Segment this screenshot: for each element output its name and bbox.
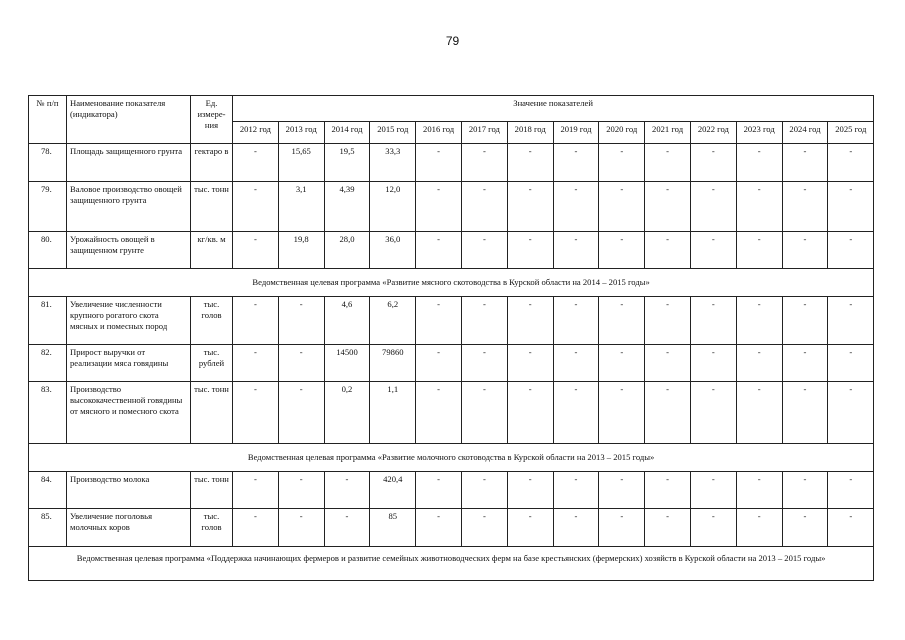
row-number: 85. [29,509,67,547]
table-row [29,232,874,269]
value-cell: - [782,232,828,269]
value-cell: - [233,382,279,444]
year-header: 2024 год [782,122,828,144]
value-cell: - [736,382,782,444]
unit-cell: тыс. тонн [191,182,233,232]
value-cell: - [461,509,507,547]
value-cell: - [461,382,507,444]
value-cell: - [736,297,782,345]
value-cell: - [690,182,736,232]
value-cell: - [416,345,462,382]
year-header: 2016 год [416,122,462,144]
value-cell: - [507,345,553,382]
row-number: 83. [29,382,67,444]
value-cell: - [278,472,324,509]
table-row [29,509,874,547]
unit-cell: тыс. тонн [191,472,233,509]
value-cell: - [278,509,324,547]
value-cell: - [278,382,324,444]
value-cell: - [690,509,736,547]
indicator-name: Валовое производство овощей защищенного грунта [67,182,191,232]
value-cell: 0,2 [324,382,370,444]
value-cell: - [507,182,553,232]
value-cell: 85 [370,509,416,547]
indicator-name: Площадь защищенного грунта [67,144,191,182]
value-cell: - [599,144,645,182]
value-cell: - [736,144,782,182]
value-cell: 4,39 [324,182,370,232]
year-header: 2017 год [461,122,507,144]
value-cell: - [645,345,691,382]
value-cell: - [828,345,874,382]
value-cell: - [645,232,691,269]
value-cell: - [233,297,279,345]
value-cell: 19,8 [278,232,324,269]
value-cell: - [828,382,874,444]
value-cell: 79860 [370,345,416,382]
value-cell: - [736,345,782,382]
value-cell: - [416,509,462,547]
unit-cell: тыс. голов [191,297,233,345]
value-cell: 19,5 [324,144,370,182]
table-row [29,382,874,444]
indicator-name: Урожайность овощей в защищенном грунте [67,232,191,269]
header-num: № п/п [29,96,67,144]
header-unit: Ед. измере-ния [191,96,233,144]
value-cell: - [553,472,599,509]
value-cell: - [782,345,828,382]
table-row [29,144,874,182]
value-cell: 14500 [324,345,370,382]
value-cell: - [828,509,874,547]
row-number: 80. [29,232,67,269]
table-row [29,472,874,509]
value-cell: - [416,232,462,269]
section-row [29,444,874,472]
value-cell: - [233,345,279,382]
value-cell: - [233,509,279,547]
value-cell: - [645,472,691,509]
unit-cell: тыс. тонн [191,382,233,444]
indicator-name: Производство высококачественной говядины от мясного и помесного скота [67,382,191,444]
value-cell: 15,65 [278,144,324,182]
table-body [29,144,874,581]
year-header: 2022 год [690,122,736,144]
value-cell: - [645,144,691,182]
value-cell: - [828,144,874,182]
value-cell: 12,0 [370,182,416,232]
value-cell: - [828,182,874,232]
value-cell: - [736,509,782,547]
value-cell: - [416,182,462,232]
value-cell: - [599,232,645,269]
value-cell: - [416,472,462,509]
value-cell: - [782,382,828,444]
year-header: 2018 год [507,122,553,144]
value-cell: - [507,382,553,444]
value-cell: 1,1 [370,382,416,444]
unit-cell: гектаро в [191,144,233,182]
year-header: 2020 год [599,122,645,144]
value-cell: - [553,297,599,345]
value-cell: - [690,345,736,382]
header-row [29,96,874,122]
value-cell: - [461,182,507,232]
value-cell: - [782,144,828,182]
value-cell: - [416,382,462,444]
value-cell: - [736,232,782,269]
indicator-name: Увеличение поголовья молочных коров [67,509,191,547]
year-header: 2015 год [370,122,416,144]
table-row [29,182,874,232]
value-cell: - [553,182,599,232]
value-cell: - [324,472,370,509]
value-cell: - [599,472,645,509]
value-cell: - [553,382,599,444]
value-cell: - [690,472,736,509]
value-cell: - [828,297,874,345]
header-values: Значение показателей [233,96,874,122]
value-cell: - [553,345,599,382]
value-cell: - [507,472,553,509]
value-cell: - [599,382,645,444]
value-cell: - [553,232,599,269]
row-number: 79. [29,182,67,232]
value-cell: - [736,472,782,509]
section-title: Ведомственная целевая программа «Поддержка начинающих фермеров и развитие семейных животноводческих ферм на базе крестьянских (фермерских) хозяйств в Курской области на 2013 – 2015 годы» [29,547,874,581]
value-cell: - [690,382,736,444]
value-cell: - [416,144,462,182]
year-header: 2025 год [828,122,874,144]
value-cell: - [461,297,507,345]
value-cell: - [690,297,736,345]
section-title: Ведомственная целевая программа «Развитие мясного скотоводства в Курской области на 2014 – 2015 годы» [29,269,874,297]
value-cell: - [782,472,828,509]
value-cell: - [278,345,324,382]
indicator-name: Увеличение численности крупного рогатого скота мясных и помесных пород [67,297,191,345]
value-cell: - [599,509,645,547]
value-cell: - [507,144,553,182]
value-cell: - [461,345,507,382]
value-cell: - [599,297,645,345]
unit-cell: кг/кв. м [191,232,233,269]
year-header: 2012 год [233,122,279,144]
year-header: 2023 год [736,122,782,144]
value-cell: 420,4 [370,472,416,509]
value-cell: - [233,182,279,232]
value-cell: - [233,472,279,509]
row-number: 84. [29,472,67,509]
value-cell: 4,6 [324,297,370,345]
value-cell: - [690,232,736,269]
value-cell: - [324,509,370,547]
indicators-table [28,95,874,581]
row-number: 78. [29,144,67,182]
year-header: 2013 год [278,122,324,144]
value-cell: - [690,144,736,182]
year-header: 2021 год [645,122,691,144]
value-cell: - [645,382,691,444]
value-cell: - [599,345,645,382]
value-cell: - [736,182,782,232]
value-cell: 33,3 [370,144,416,182]
value-cell: - [507,297,553,345]
value-cell: 3,1 [278,182,324,232]
section-row [29,269,874,297]
indicator-name: Прирост выручки от реализации мяса говядины [67,345,191,382]
value-cell: - [461,232,507,269]
unit-cell: тыс. голов [191,509,233,547]
value-cell: - [782,509,828,547]
indicator-name: Производство молока [67,472,191,509]
value-cell: - [416,297,462,345]
header-name: Наименование показателя (индикатора) [67,96,191,144]
unit-cell: тыс. рублей [191,345,233,382]
year-header: 2014 год [324,122,370,144]
value-cell: - [828,232,874,269]
value-cell: - [461,472,507,509]
table-row [29,345,874,382]
value-cell: 28,0 [324,232,370,269]
value-cell: - [553,144,599,182]
value-cell: 36,0 [370,232,416,269]
row-number: 82. [29,345,67,382]
value-cell: - [553,509,599,547]
value-cell: - [507,232,553,269]
section-row [29,547,874,581]
value-cell: - [599,182,645,232]
year-header: 2019 год [553,122,599,144]
value-cell: - [645,182,691,232]
value-cell: - [233,232,279,269]
table-row [29,297,874,345]
row-number: 81. [29,297,67,345]
value-cell: - [278,297,324,345]
value-cell: - [461,144,507,182]
value-cell: - [782,297,828,345]
value-cell: - [507,509,553,547]
value-cell: - [828,472,874,509]
section-title: Ведомственная целевая программа «Развитие молочного скотоводства в Курской области на 2013 – 2015 годы» [29,444,874,472]
value-cell: - [782,182,828,232]
value-cell: 6,2 [370,297,416,345]
page-number: 79 [445,34,460,48]
value-cell: - [233,144,279,182]
value-cell: - [645,509,691,547]
value-cell: - [645,297,691,345]
